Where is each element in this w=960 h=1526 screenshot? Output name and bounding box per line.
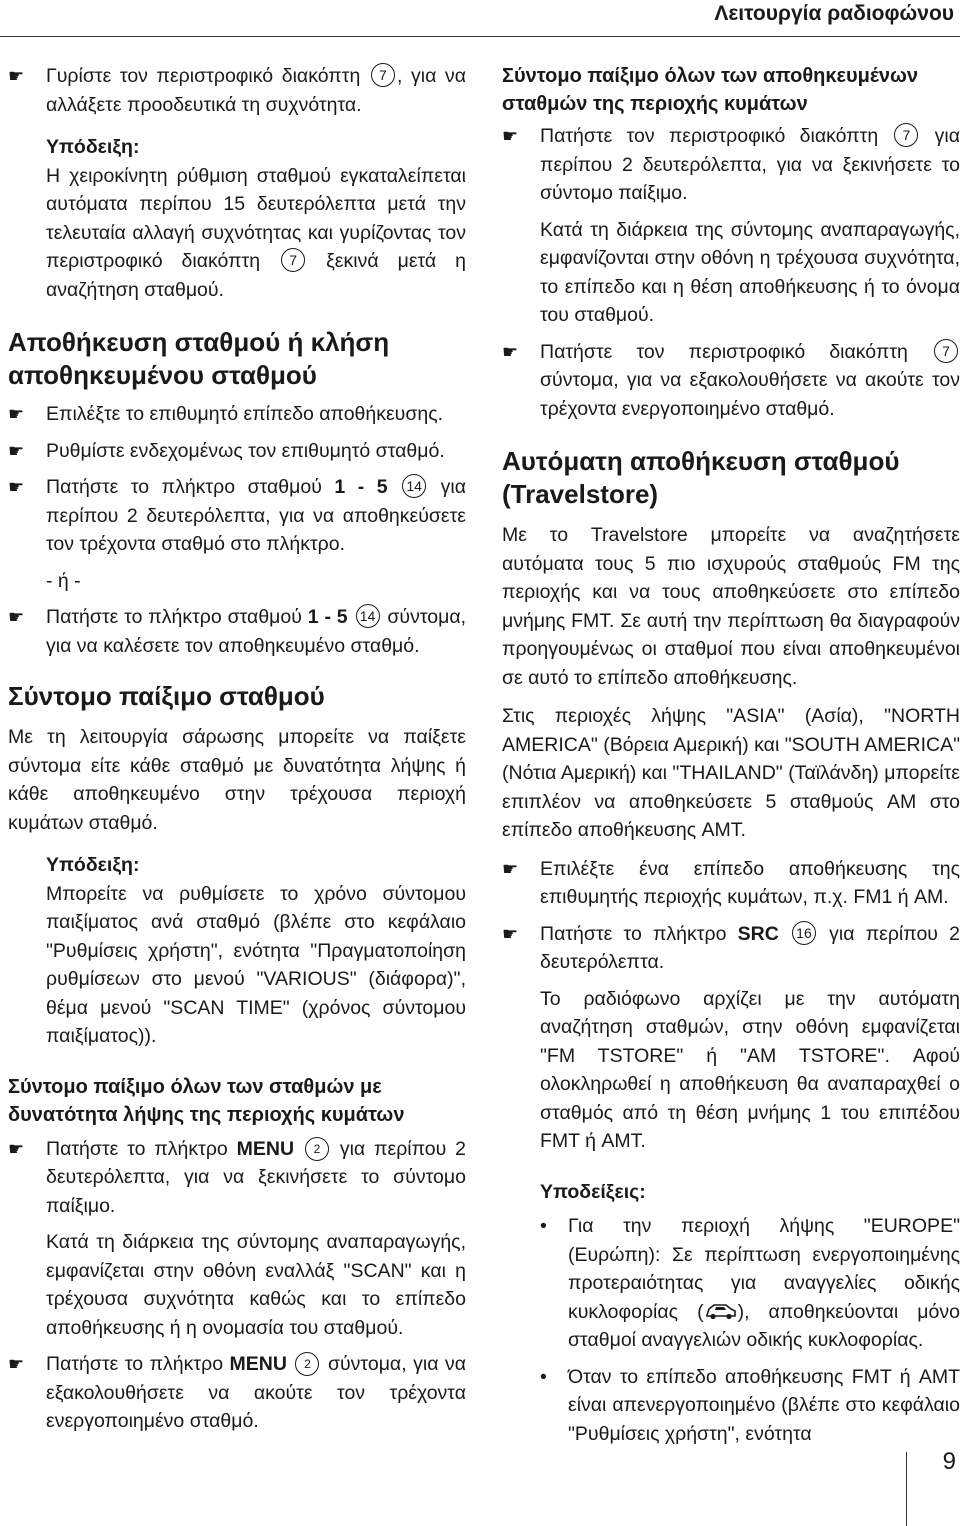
note-item-europe: • Για την περιοχή λήψης "EUROPE" (Ευρώπη): Σε περίπτωση ενεργοποιημένης προτεραιότητας για αναγγελίες οδικής κυκλοφορίας ( ), αποθηκεύονται μόνο σταθμοί αναγγελιών οδικής κυκλοφορίας. [540,1215,960,1351]
pointing-hand-icon: ☛ [502,858,519,879]
notes-heading: Υποδείξεις: [540,1180,646,1203]
left-column [8,62,466,1444]
header-divider [0,36,960,37]
note-heading: Υπόδειξη: [46,136,140,158]
control-number-2: 2 [295,1352,319,1376]
section-heading-scan: Σύντομο παίξιμο σταθμού [8,681,325,711]
running-header-title: Λειτουργία ραδιοφώνου [714,2,954,25]
instruction-select-level: ☛ Επιλέξτε το επιθυμητό επίπεδο αποθήκευσης. [8,400,466,429]
control-number-14: 14 [402,474,426,498]
scan-display-description: Κατά τη διάρκεια της σύντομης αναπαραγωγής, εμφανίζεται στην οθόνη εναλλάξ "SCAN" και η τρέχουσα συχνότητα καθώς και το επίπεδο αποθήκευσης ή η ονομασία του σταθμού. [46,1231,466,1339]
travelstore-description: Με το Travelstore μπορείτε να αναζητήσετε αυτόματα τους 5 πιο ισχυρούς σταθμούς FM της περιοχής και να τους αποθηκεύσετε στο επίπεδο μνήμης FMT. Σε αυτή την περίπτωση θα διαγραφούν προηγουμένως οι σταθμοί που είναι αποθηκευμένοι σε αυτό το επίπεδο αποθήκευσης. [502,524,960,689]
control-number-7: 7 [281,248,305,272]
control-number-14: 14 [356,604,380,628]
traffic-info-car-icon [704,1301,738,1321]
pointing-hand-icon: ☛ [8,404,25,424]
pointing-hand-icon: ☛ [502,126,519,146]
pointing-hand-icon: ☛ [8,440,25,461]
instruction-press-menu-long: ☛ Πατήστε το πλήκτρο MENU 2 για περίπου 2 δευτερόλεπτα, για να ξεκινήσετε το σύντομο παίξιμο. [8,1135,466,1221]
control-number-16: 16 [792,921,816,945]
note-heading: Υπόδειξη: [46,854,140,876]
control-number-2: 2 [305,1137,329,1161]
key-label: MENU [236,1137,295,1160]
page-number: 9 [942,1448,956,1475]
pointing-hand-icon: ☛ [502,341,519,362]
instruction-select-band: ☛ Επιλέξτε ένα επίπεδο αποθήκευσης της επιθυμητής περιοχής κυμάτων, π.χ. FM1 ή AM. [502,855,960,912]
instruction-press-menu-short: ☛ Πατήστε το πλήκτρο MENU 2 σύντομα, για να εξακολουθήσετε να ακούτε τον τρέχοντα ενεργοποιημένο σταθμό. [8,1350,466,1436]
pointing-hand-icon: ☛ [8,66,25,86]
pointing-hand-icon: ☛ [8,1138,25,1159]
travelstore-regions: Στις περιοχές λήψης "ASIA" (Ασία), "NORTH AMERICA" (Βόρεια Αμερική) και "SOUTH AMERICA" (Νότια Αμερική) και "THAILAND" (Ταϊλάνδη) μπορείτε επιπλέον να αποθηκεύσετε 5 σταθμούς AM στο επίπεδο αποθήκευσης AMT. [502,705,960,841]
key-label: MENU [229,1353,287,1375]
key-label: 1 - 5 [307,606,348,628]
scan-saved-display-description: Κατά τη διάρκεια της σύντομης αναπαραγωγής, εμφανίζονται στην οθόνη η τρέχουσα συχνότητα, το επίπεδο και η θέση αποθήκευσης ή το όνομα του σταθμού. [540,218,960,326]
notes-travelstore [502,1178,960,1449]
control-number-7: 7 [371,63,395,87]
note-manual-tuning: Υπόδειξη: Η χειροκίνητη ρύθμιση σταθμού εγκαταλείπεται αυτόματα περίπου 15 δευτερόλεπτα μετά την τελευταία αλλαγή συχνότητας και γυρίζοντας τον περιστροφικό διακόπτη 7 ξεκινά μετά η αναζήτηση σταθμού. [8,133,466,304]
instruction-press-src: ☛ Πατήστε το πλήκτρο SRC 16 για περίπου 2 δευτερόλεπτα. [502,920,960,977]
control-number-7: 7 [894,123,918,147]
instruction-turn-knob: ☛ Γυρίστε τον περιστροφικό διακόπτη 7 , για να αλλάξετε προοδευτικά τη συχνότητα. [8,62,466,119]
note-scan-time: Υπόδειξη: Μπορείτε να ρυθμίσετε το χρόνο σύντομου παιξίματος ανά σταθμό (βλέπε στο κεφάλαιο "Ρυθμίσεις χρήστη", ενότητα "Πραγματοποίηση ρυθμίσεων στο μενού "VARIOUS" (διάφορα)", θέμα μενού "SCAN TIME" (χρόνος σύντομου παιξίματος)). [8,851,466,1051]
scan-description: Με τη λειτουργία σάρωσης μπορείτε να παίξετε σύντομα είτε κάθε σταθμό με δυνατότητα λήψης ή κάθε αποθηκευμένο στην τρέχουσα περιοχή κυμάτων σταθμό. [8,726,466,834]
travelstore-process-description: Το ραδιόφωνο αρχίζει με την αυτόματη αναζήτηση σταθμών, στην οθόνη εμφανίζεται "FM TSTORE" ή "AM TSTORE". Αφού ολοκληρωθεί η αποθήκευση θα αναπαραχθεί ο σταθμός από τη θέση μνήμης 1 του επιπέδου FMT ή AMT. [540,987,960,1152]
note-item-fmt-disabled: • Όταν το επίπεδο αποθήκευσης FMT ή AMT είναι απενεργοποιημένο (βλέπε στο κεφάλαιο "Ρυθμίσεις χρήστη", ενότητα [540,1365,960,1445]
instruction-tune-station: ☛ Ρυθμίστε ενδεχομένως τον επιθυμητό σταθμό. [8,437,466,466]
instruction-recall-station: ☛ Πατήστε το πλήκτρο σταθμού 1 - 5 14 σύντομα, για να καλέσετε τον αποθηκευμένο σταθμό. [8,603,466,660]
pointing-hand-icon: ☛ [502,923,519,944]
pointing-hand-icon: ☛ [8,1354,25,1374]
key-label: SRC [737,922,779,945]
right-column [502,62,960,1456]
pointing-hand-icon: ☛ [8,477,25,497]
page-number-divider [906,1452,907,1526]
subsection-heading-scan-all: Σύντομο παίξιμο όλων των σταθμών με δυνατότητα λήψης της περιοχής κυμάτων [8,1075,405,1126]
pointing-hand-icon: ☛ [8,607,25,627]
instruction-press-knob-long: ☛ Πατήστε τον περιστροφικό διακόπτη 7 για περίπου 2 δευτερόλεπτα, για να ξεκινήσετε το σύντομο παίξιμο. [502,122,960,208]
control-number-7: 7 [934,339,958,363]
instruction-store-station: ☛ Πατήστε το πλήκτρο σταθμού 1 - 5 14 για περίπου 2 δευτερόλεπτα, για να αποθηκεύσετε τον τρέχοντα σταθμό στο πλήκτρο. [8,473,466,559]
subsection-heading-scan-saved: Σύντομο παίξιμο όλων των αποθηκευμένων σταθμών της περιοχής κυμάτων [502,65,919,115]
section-heading-travelstore: Αυτόματη αποθήκευση σταθμού (Travelstore) [502,446,900,509]
key-label: 1 - 5 [334,476,388,498]
instruction-press-knob-short: ☛ Πατήστε τον περιστροφικό διακόπτη 7 σύντομα, για να εξακολουθήσετε να ακούτε τον τρέχοντα ενεργοποιημένο σταθμό. [502,338,960,424]
section-heading-store: Αποθήκευση σταθμού ή κλήση αποθηκευμένου σταθμού [8,327,390,390]
or-separator: - ή - [46,569,81,592]
